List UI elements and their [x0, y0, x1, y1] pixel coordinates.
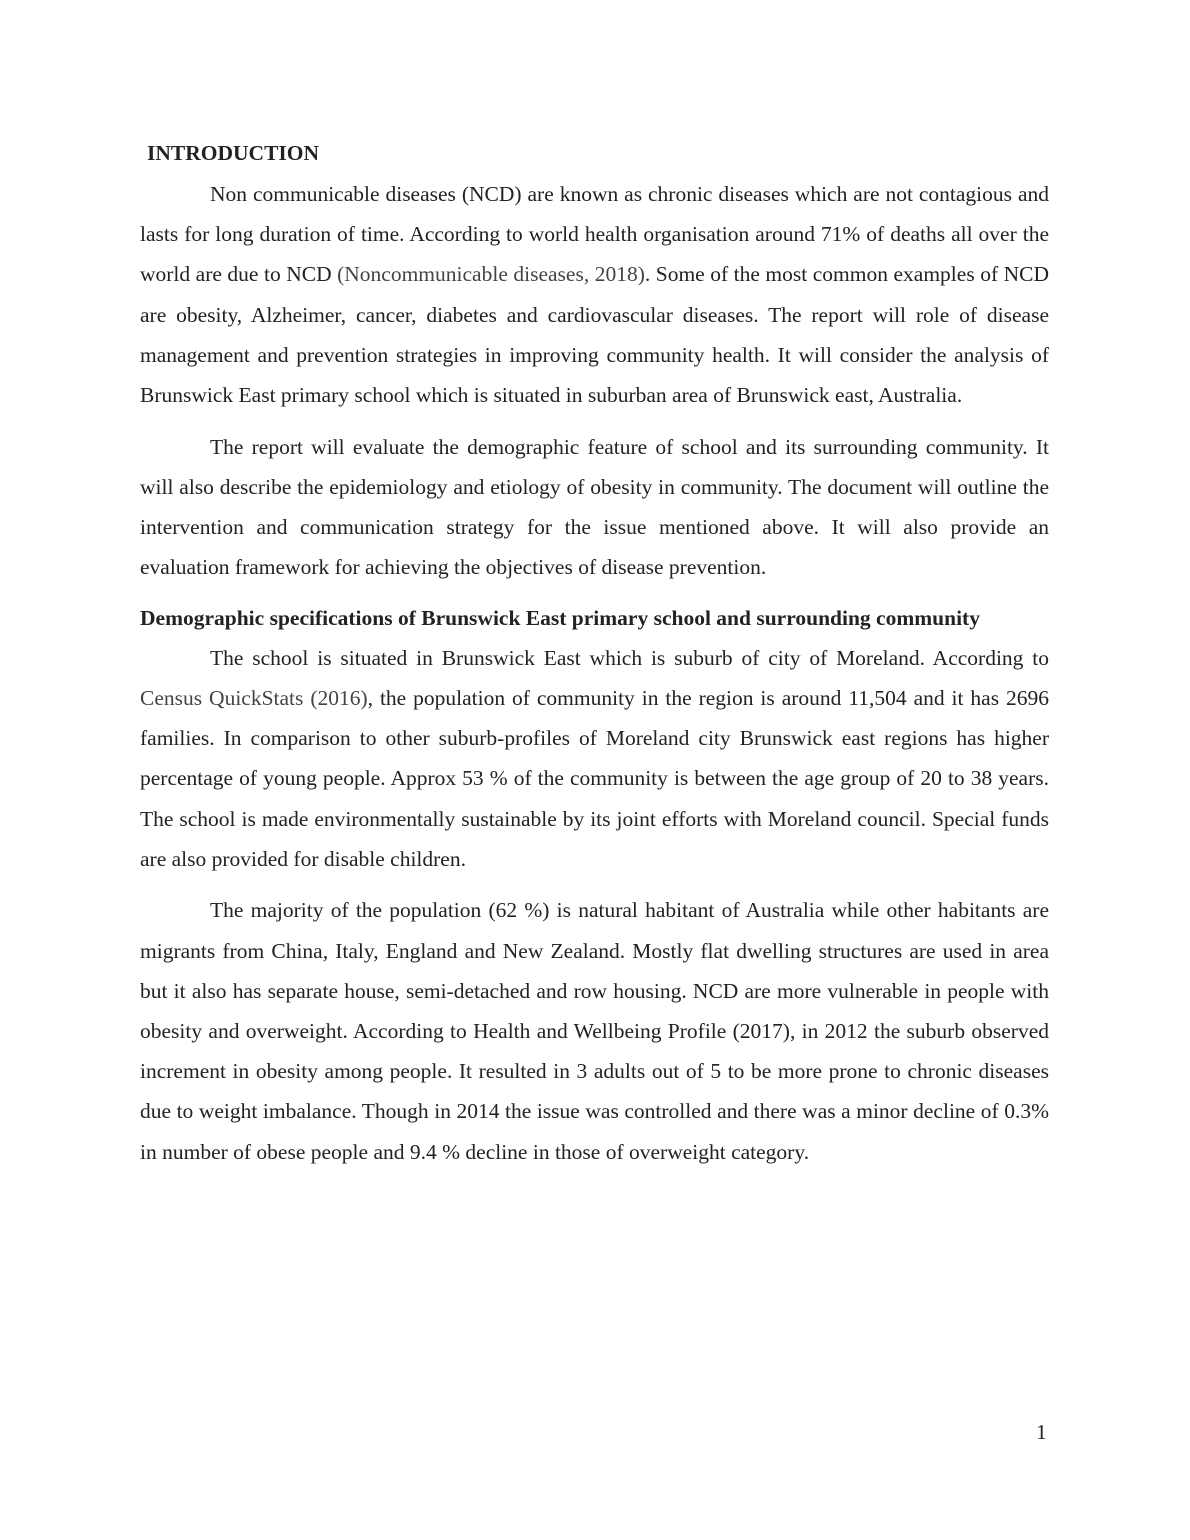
demographic-paragraph-1-text-a: The school is situated in Brunswick East which is suburb of city of Moreland. According to [210, 645, 1049, 670]
introduction-paragraph-1-text-a: Non communicable diseases (NCD) are known as chronic diseases which are not contagious and lasts for long duration of time. According to world health organisation around 71% of deaths all over the world are due to NCD [140, 182, 1049, 287]
document-body [140, 137, 1049, 1172]
demographic-paragraph-2: The majority of the population (62 %) is natural habitant of Australia while other habitants are migrants from China, Italy, England and New Zealand. Mostly flat dwelling structures are used in area but it also has separate house, semi-detached and row housing. NCD are more vulnerable in people with obesity and overweight. According to Health and Wellbeing Profile (2017), in 2012 the suburb observed increment in obesity among people. It resulted in 3 adults out of 5 to be more prone to chronic diseases due to weight imbalance. Though in 2014 the issue was controlled and there was a minor decline of 0.3% in number of obese people and 9.4 % decline in those of overweight category. [140, 898, 1049, 1164]
introduction-heading: INTRODUCTION [147, 141, 320, 165]
demographic-paragraph-1 [140, 638, 1049, 879]
citation-census-quickstats: Census QuickStats (2016) [140, 685, 368, 710]
demographic-heading: Demographic specifications of Brunswick East primary school and surrounding community [140, 605, 980, 630]
introduction-paragraph-1 [140, 174, 1049, 415]
introduction-paragraph-1-text-b: . Some of the most common examples of NCD are obesity, Alzheimer, cancer, diabetes and cardiovascular diseases. The report will role of disease management and prevention strategies in improving community health. It will consider the analysis of Brunswick East primary school which is situated in suburban area of Brunswick east, Australia. [140, 262, 1049, 408]
citation-noncommunicable-diseases: (Noncommunicable diseases, 2018) [337, 262, 645, 287]
introduction-paragraph-2: The report will evaluate the demographic feature of school and its surrounding community. It will also describe the epidemiology and etiology of obesity in community. The document will outline the intervention and communication strategy for the issue mentioned above. It will also provide an evaluation framework for achieving the objectives of disease prevention. [140, 434, 1049, 580]
page-number: 1 [1036, 1420, 1047, 1444]
demographic-paragraph-1-text-b: , the population of community in the region is around 11,504 and it has 2696 families. In comparison to other suburb-profiles of Moreland city Brunswick east regions has higher percentage of young people. Approx 53 % of the community is between the age group of 20 to 38 years. The school is made environmentally sustainable by its joint efforts with Moreland council. Special funds are also provided for disable children. [140, 685, 1050, 871]
